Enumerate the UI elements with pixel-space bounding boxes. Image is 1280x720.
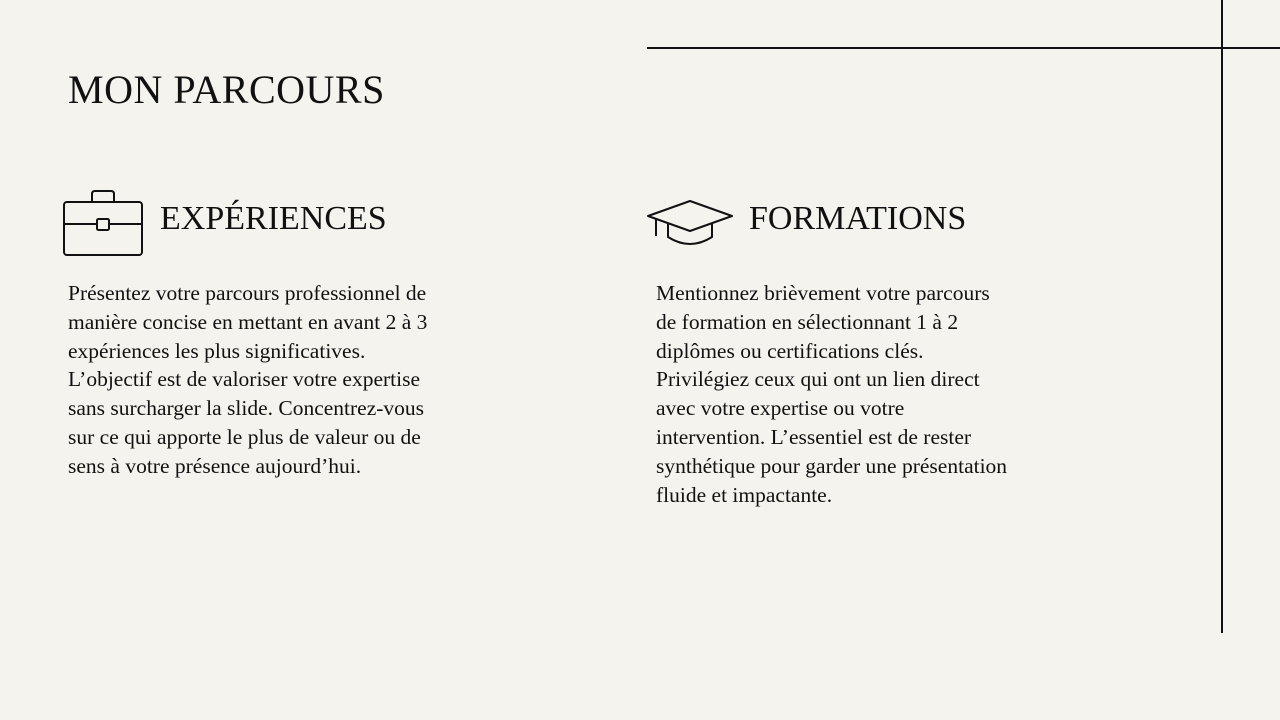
graduation-cap-icon: [646, 198, 734, 250]
experiences-line: Présentez votre parcours professionnel de: [68, 281, 427, 305]
formations-line: diplômes ou certifications clés.: [656, 338, 924, 363]
right-divider-line: [1221, 0, 1223, 633]
experiences-line: L’objectif est de valoriser votre expertise: [68, 367, 421, 392]
experiences-line: sur ce qui apporte le plus de valeur ou de: [68, 424, 421, 449]
formations-line: de formation en sélectionnant 1 à 2: [656, 309, 959, 334]
formations-line: intervention. L’essentiel est de rester: [656, 424, 972, 449]
formations-line: avec votre expertise ou votre: [656, 396, 905, 421]
formations-heading: FORMATIONS: [749, 200, 967, 237]
briefcase-icon: [62, 188, 144, 258]
experiences-line: sans surcharger la slide. Concentrez-vous: [68, 396, 425, 421]
experiences-line: sens à votre présence aujourd’hui.: [68, 453, 362, 478]
formations-line: Privilégiez ceux qui ont un lien direct: [656, 367, 980, 392]
formations-line: synthétique pour garder une présentation: [656, 453, 1008, 478]
experiences-description: [68, 279, 488, 481]
top-divider-line: [647, 47, 1280, 49]
formations-line: Mentionnez brièvement votre parcours: [656, 281, 990, 305]
formations-line: fluide et impactante.: [656, 482, 833, 507]
experiences-heading: EXPÉRIENCES: [160, 200, 387, 237]
slide-title: MON PARCOURS: [68, 67, 385, 112]
experiences-line: expériences les plus significatives.: [68, 338, 366, 363]
experiences-line: manière concise en mettant en avant 2 à 3: [68, 309, 428, 334]
formations-description: [656, 279, 1076, 509]
